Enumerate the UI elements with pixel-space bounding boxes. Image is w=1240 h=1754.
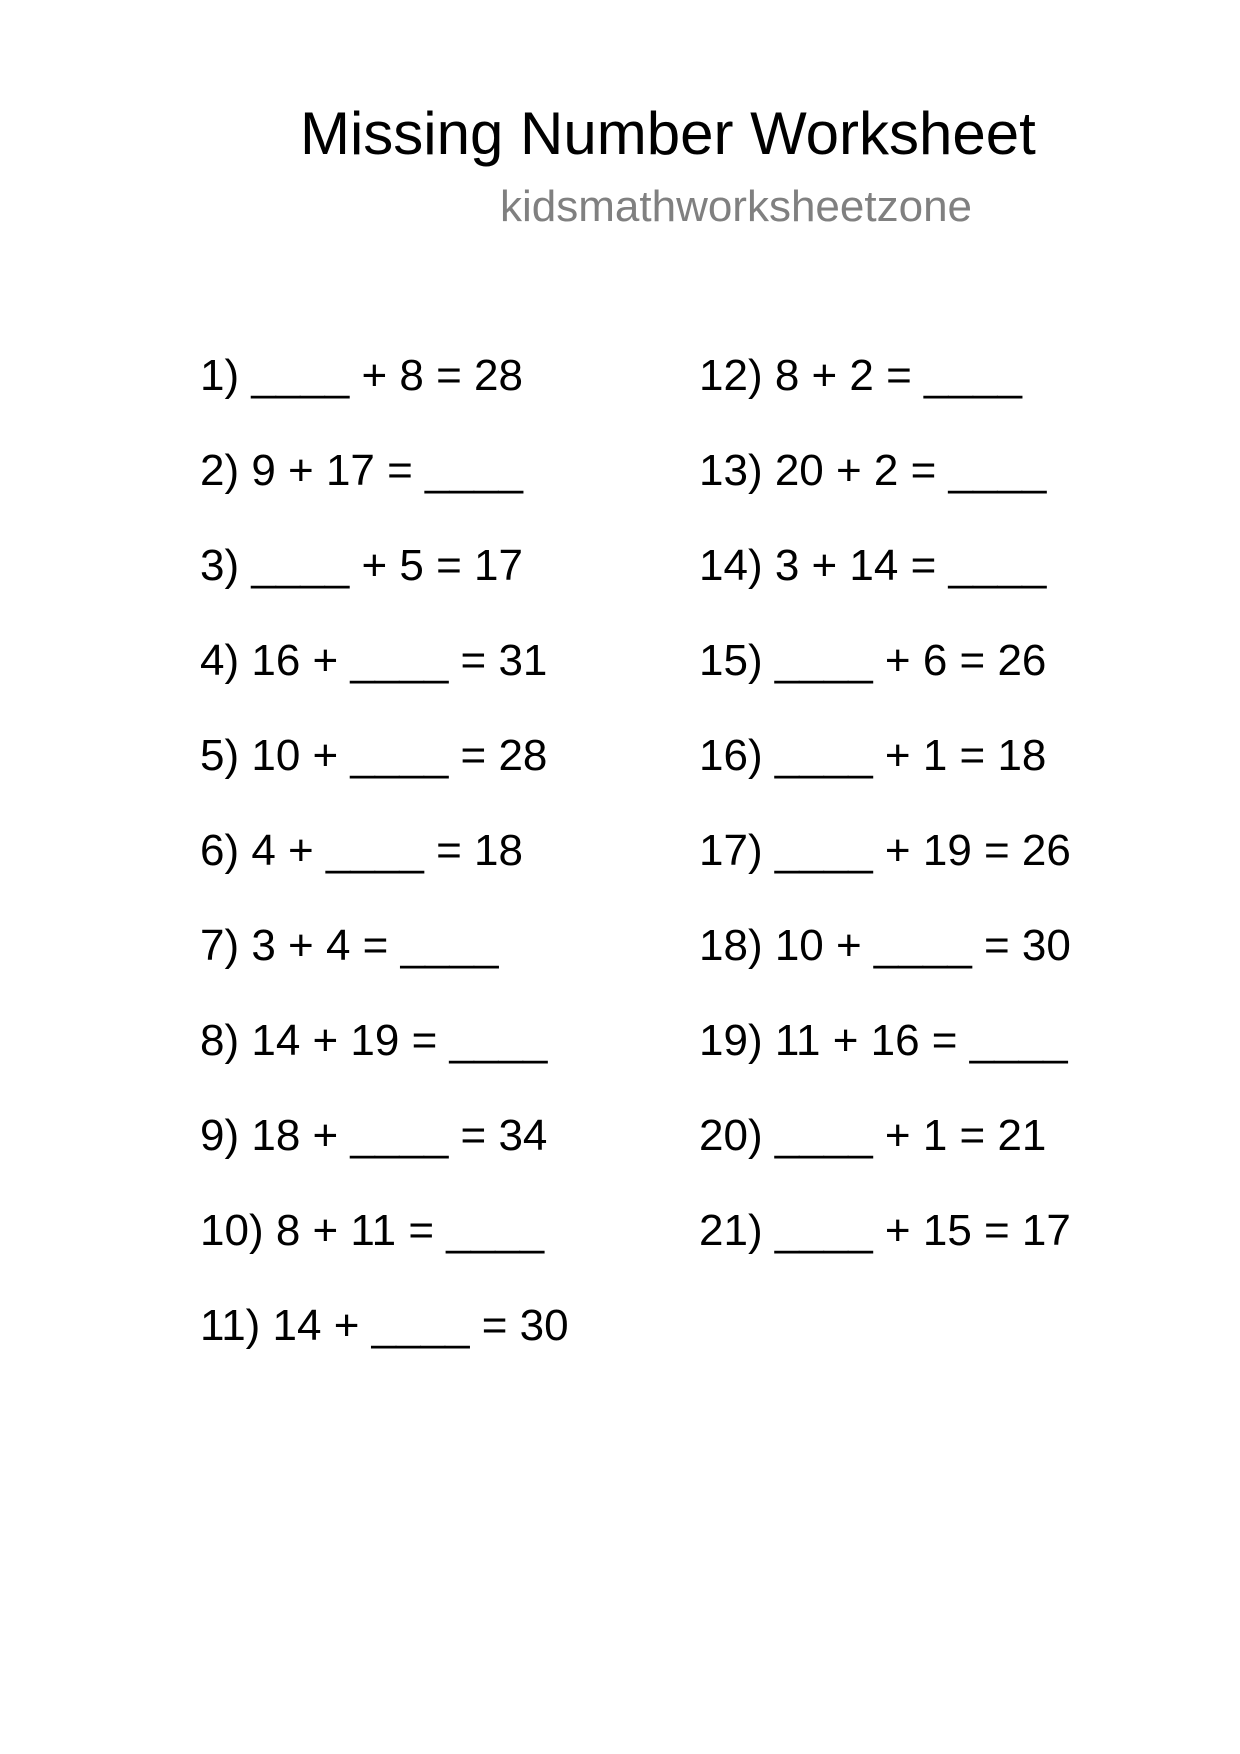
problem-18: 18) 10 + ____ = 30 — [699, 921, 1071, 970]
problem-20: 20) ____ + 1 = 21 — [699, 1111, 1047, 1160]
worksheet-subtitle: kidsmathworksheetzone — [500, 182, 973, 231]
problem-14: 14) 3 + 14 = ____ — [699, 541, 1047, 590]
problem-16: 16) ____ + 1 = 18 — [699, 731, 1047, 780]
problem-5: 5) 10 + ____ = 28 — [200, 731, 548, 780]
problem-21: 21) ____ + 15 = 17 — [699, 1206, 1071, 1255]
problem-13: 13) 20 + 2 = ____ — [699, 446, 1047, 495]
problem-6: 6) 4 + ____ = 18 — [200, 826, 523, 875]
problem-11: 11) 14 + ____ = 30 — [200, 1301, 569, 1350]
problem-17: 17) ____ + 19 = 26 — [699, 826, 1071, 875]
problem-4: 4) 16 + ____ = 31 — [200, 636, 548, 685]
problem-9: 9) 18 + ____ = 34 — [200, 1111, 548, 1160]
problem-1: 1) ____ + 8 = 28 — [200, 351, 523, 400]
problem-19: 19) 11 + 16 = ____ — [699, 1016, 1068, 1065]
worksheet-title: Missing Number Worksheet — [300, 100, 1036, 167]
problem-2: 2) 9 + 17 = ____ — [200, 446, 523, 495]
problem-15: 15) ____ + 6 = 26 — [699, 636, 1047, 685]
problem-3: 3) ____ + 5 = 17 — [200, 541, 523, 590]
problem-12: 12) 8 + 2 = ____ — [699, 351, 1022, 400]
problem-7: 7) 3 + 4 = ____ — [200, 921, 499, 970]
problem-8: 8) 14 + 19 = ____ — [200, 1016, 548, 1065]
problem-10: 10) 8 + 11 = ____ — [200, 1206, 545, 1255]
